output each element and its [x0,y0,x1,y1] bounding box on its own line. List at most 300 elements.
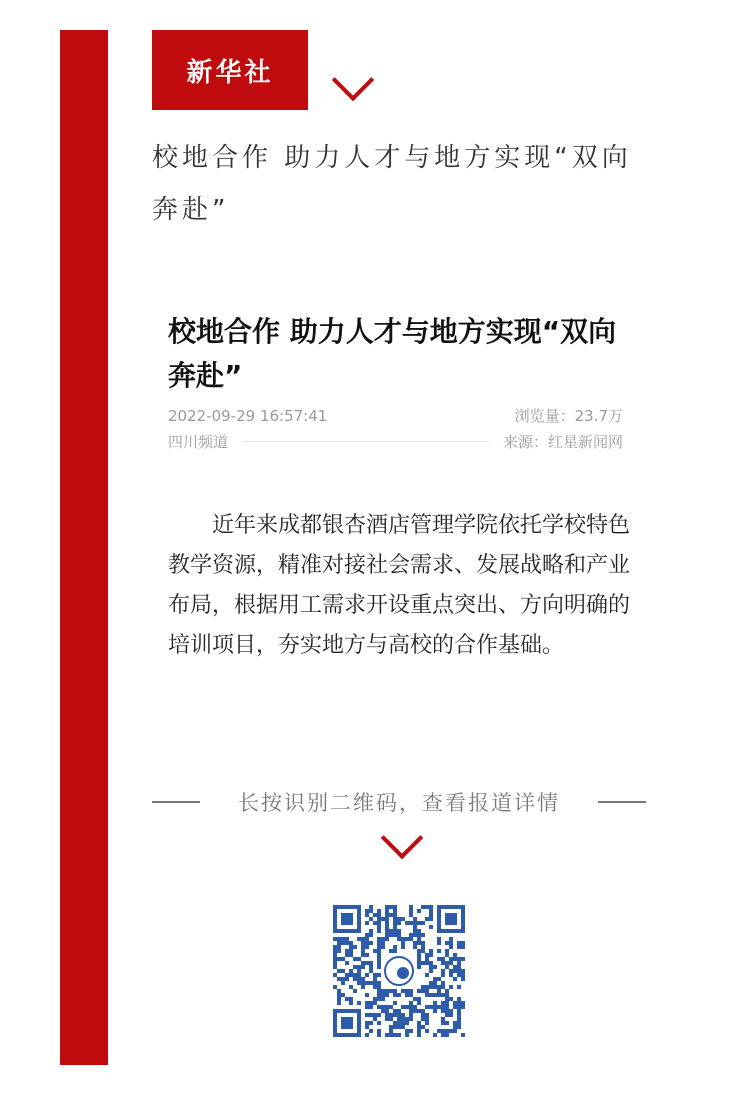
qr-module [389,929,393,933]
qr-module [365,945,369,949]
qr-module [361,953,365,957]
qr-module [429,913,433,917]
qr-module [369,929,373,933]
qr-module [449,1029,453,1033]
qr-module [425,957,429,961]
qr-module [393,949,397,953]
qr-module [441,969,445,973]
qr-module [409,1013,413,1017]
qr-module [453,1021,457,1025]
qr-module [437,1005,441,1009]
qr-module [417,941,421,945]
qr-module [377,929,381,933]
qr-module [397,1013,401,1017]
qr-module [429,985,433,989]
qr-module [381,941,385,945]
qr-module [397,1025,401,1029]
qr-module [389,913,393,917]
qr-module [433,1009,437,1013]
qr-module [381,917,385,921]
qr-module [425,917,429,921]
qr-module [385,937,389,941]
qr-module [377,985,381,989]
qr-module [433,965,437,969]
qr-module [417,909,421,913]
qr-module [417,949,421,953]
qr-module [389,949,393,953]
qr-module [461,973,465,977]
source-tag [152,30,308,110]
qr-module [401,1025,405,1029]
qr-module [425,953,429,957]
qr-module [441,1009,445,1013]
qr-module [345,941,349,945]
qr-module [393,993,397,997]
qr-module [345,973,349,977]
cta-dash-left [152,801,200,803]
qr-module [333,985,337,989]
qr-module [425,993,429,997]
article-title: 校地合作 助力人才与地方实现“双向奔赴” [168,315,617,392]
qr-module [389,1017,393,1021]
qr-module [369,941,373,945]
qr-module [425,1017,429,1021]
qr-module [397,993,401,997]
qr-module [409,921,413,925]
qr-module [437,993,441,997]
qr-module [345,997,349,1001]
qr-module [421,945,425,949]
qr-module [413,921,417,925]
qr-module [333,965,337,969]
qr-module [429,909,433,913]
qr-module [457,1009,461,1013]
cta-dash-right [598,801,646,803]
qr-module [333,973,337,977]
qr-module [417,937,421,941]
qr-module [429,961,433,965]
qr-module [349,973,353,977]
qr-module [349,945,353,949]
qr-module [405,937,409,941]
qr-module [377,965,381,969]
qr-module [409,937,413,941]
qr-module [449,945,453,949]
qr-module [377,909,381,913]
qr-module [373,985,377,989]
qr-module [429,1005,433,1009]
qr-module [437,949,441,953]
qr-module [369,1001,373,1005]
qr-module [349,969,353,973]
qr-module [389,933,393,937]
qr-module [361,941,365,945]
qr-module [441,993,445,997]
qr-module [449,957,453,961]
qr-module [373,949,377,953]
qr-module [341,977,345,981]
qr-module [361,965,365,969]
qr-module [389,989,393,993]
qr-module [377,917,381,921]
qr-module [377,941,381,945]
qr-module [377,957,381,961]
qr-module [357,973,361,977]
qr-module [433,1005,437,1009]
qr-module [337,941,341,945]
qr-module [457,957,461,961]
qr-module [429,917,433,921]
qr-module [393,1021,397,1025]
qr-module [417,1009,421,1013]
qr-module [369,961,373,965]
qr-module [337,949,341,953]
qr-module [341,969,345,973]
meta-row-date [168,405,623,426]
qr-module [441,957,445,961]
qr-module [397,1033,401,1037]
qr-module [429,969,433,973]
qr-module [365,1033,369,1037]
qr-module [449,1013,453,1017]
qr-module [413,925,417,929]
qr-module [381,937,385,941]
meta-row-channel [168,431,623,452]
qr-module [345,949,349,953]
qr-module [337,989,341,993]
qr-module [365,981,369,985]
qr-module [445,949,449,953]
qr-module [377,913,381,917]
qr-module [381,989,385,993]
qr-module [401,937,405,941]
qr-module [353,965,357,969]
qr-code[interactable] [333,905,465,1037]
qr-module [421,1009,425,1013]
qr-module [461,1001,465,1005]
qr-module [445,1013,449,1017]
qr-module [365,1013,369,1017]
qr-module [385,1017,389,1021]
qr-module [457,941,461,945]
qr-module [409,1005,413,1009]
qr-module [369,1005,373,1009]
qr-module [385,913,389,917]
qr-module [385,925,389,929]
qr-module [401,1017,405,1021]
qr-module [393,909,397,913]
qr-module [449,973,453,977]
qr-module [425,905,429,909]
qr-module [333,957,337,961]
qr-module [385,989,389,993]
qr-module [369,981,373,985]
qr-module [429,949,433,953]
qr-module [453,1005,457,1009]
qr-module [445,1033,449,1037]
qr-module [357,957,361,961]
qr-module [401,1013,405,1017]
qr-module [349,949,353,953]
qr-module [377,1013,381,1017]
qr-module [393,925,397,929]
qr-module [437,989,441,993]
qr-module [421,961,425,965]
qr-module [433,993,437,997]
qr-module [421,1017,425,1021]
qr-module [453,977,457,981]
qr-module [333,937,337,941]
qr-module [401,1021,405,1025]
qr-module [445,953,449,957]
qr-module [445,1005,449,1009]
qr-module [357,937,361,941]
qr-module [457,969,461,973]
qr-module [369,917,373,921]
qr-module [377,1021,381,1025]
qr-module [409,933,413,937]
qr-module [405,1005,409,1009]
qr-module [349,941,353,945]
qr-module [365,933,369,937]
qr-module [413,1009,417,1013]
qr-module [437,985,441,989]
qr-module [417,933,421,937]
qr-module [393,905,397,909]
qr-module [461,969,465,973]
qr-module [409,913,413,917]
qr-logo-dot [397,967,409,979]
qr-module [365,953,369,957]
qr-module [401,945,405,949]
qr-module [441,1021,445,1025]
qr-module [381,997,385,1001]
qr-module [429,993,433,997]
qr-module [457,1001,461,1005]
qr-module [377,961,381,965]
qr-module [341,957,345,961]
qr-module [445,961,449,965]
qr-module [457,945,461,949]
qr-module [361,977,365,981]
qr-module [385,993,389,997]
qr-module [393,1025,397,1029]
qr-module [441,985,445,989]
qr-module [385,1009,389,1013]
qr-module [337,937,341,941]
qr-module [365,909,369,913]
qr-module [417,1001,421,1005]
qr-module [425,985,429,989]
qr-module [405,1021,409,1025]
qr-module [381,1009,385,1013]
qr-module [377,1029,381,1033]
qr-module [333,949,337,953]
qr-module [373,913,377,917]
qr-module [441,1005,445,1009]
qr-module [373,1013,377,1017]
qr-module [417,965,421,969]
qr-module [385,1033,389,1037]
qr-module [417,929,421,933]
cta-row [152,785,646,819]
qr-module [357,969,361,973]
qr-module [353,977,357,981]
qr-module [373,973,377,977]
qr-module [413,945,417,949]
qr-module [417,957,421,961]
qr-module [341,941,345,945]
qr-module [353,957,357,961]
qr-module [333,945,337,949]
qr-module [417,989,421,993]
qr-module [449,937,453,941]
qr-module [421,941,425,945]
qr-module [373,997,377,1001]
qr-module [385,909,389,913]
qr-module [373,1001,377,1005]
qr-module [417,961,421,965]
qr-module [369,905,373,909]
qr-module [437,977,441,981]
qr-module [361,949,365,953]
qr-module [433,985,437,989]
qr-module [409,989,413,993]
qr-module [365,937,369,941]
qr-module [365,921,369,925]
qr-module [361,985,365,989]
qr-module [433,977,437,981]
qr-module [413,917,417,921]
qr-module [365,973,369,977]
qr-module [425,1005,429,1009]
qr-module [397,921,401,925]
qr-module [333,961,337,965]
qr-finder-inner [445,913,457,925]
qr-module [333,953,337,957]
qr-module [377,937,381,941]
qr-module [337,957,341,961]
chevron-down-icon [332,59,374,101]
qr-module [409,1017,413,1021]
qr-module [337,969,341,973]
qr-module [337,997,341,1001]
qr-module [353,973,357,977]
qr-module [393,933,397,937]
qr-module [389,1025,393,1029]
qr-module [393,913,397,917]
qr-module [369,1021,373,1025]
qr-module [429,905,433,909]
qr-module [429,953,433,957]
qr-module [337,993,341,997]
qr-module [405,1033,409,1037]
qr-module [417,1029,421,1033]
qr-module [369,1029,373,1033]
qr-module [417,1025,421,1029]
article-source: 来源：红星新闻网 [502,433,623,451]
qr-module [413,933,417,937]
qr-module [401,941,405,945]
qr-module [441,1001,445,1005]
qr-module [393,921,397,925]
cta-text: 长按识别二维码，查看报道详情 [238,791,560,815]
qr-module [421,985,425,989]
qr-module [449,941,453,945]
left-red-bar [60,30,108,1065]
qr-module [369,1013,373,1017]
qr-module [337,945,341,949]
qr-module [349,985,353,989]
qr-module [425,1029,429,1033]
qr-module [373,1017,377,1021]
qr-module [461,941,465,945]
qr-module [397,1017,401,1021]
qr-module [381,945,385,949]
qr-module [445,997,449,1001]
qr-module [357,981,361,985]
qr-module [429,965,433,969]
qr-module [385,933,389,937]
qr-module [405,1029,409,1033]
qr-module [397,933,401,937]
article-channel: 四川频道 [168,433,229,451]
qr-module [457,1013,461,1017]
qr-module [389,1033,393,1037]
qr-module [417,921,421,925]
qr-module [385,921,389,925]
qr-module [453,1029,457,1033]
qr-finder-inner [341,1017,353,1029]
qr-module [421,989,425,993]
qr-module [397,1021,401,1025]
qr-module [385,929,389,933]
qr-module [457,973,461,977]
qr-module [349,953,353,957]
qr-module [365,1005,369,1009]
qr-module [445,993,449,997]
qr-module [373,921,377,925]
source-tag-label: 新华社 [186,57,274,88]
qr-module [357,1001,361,1005]
qr-module [377,1033,381,1037]
qr-module [345,977,349,981]
qr-module [405,1017,409,1021]
qr-module [389,1029,393,1033]
qr-module [425,989,429,993]
qr-module [413,929,417,933]
qr-module [421,933,425,937]
qr-module [453,1001,457,1005]
qr-module [365,961,369,965]
qr-module [373,981,377,985]
qr-module [361,937,365,941]
qr-module [345,937,349,941]
qr-module [449,985,453,989]
qr-module [453,1025,457,1029]
qr-module [449,969,453,973]
qr-module [377,973,381,977]
qr-module [337,977,341,981]
qr-module [377,945,381,949]
qr-module [345,953,349,957]
qr-module [409,1001,413,1005]
qr-module [409,993,413,997]
qr-module [361,961,365,965]
qr-module [441,1029,445,1033]
chevron-down-icon [381,817,423,859]
qr-module [421,921,425,925]
